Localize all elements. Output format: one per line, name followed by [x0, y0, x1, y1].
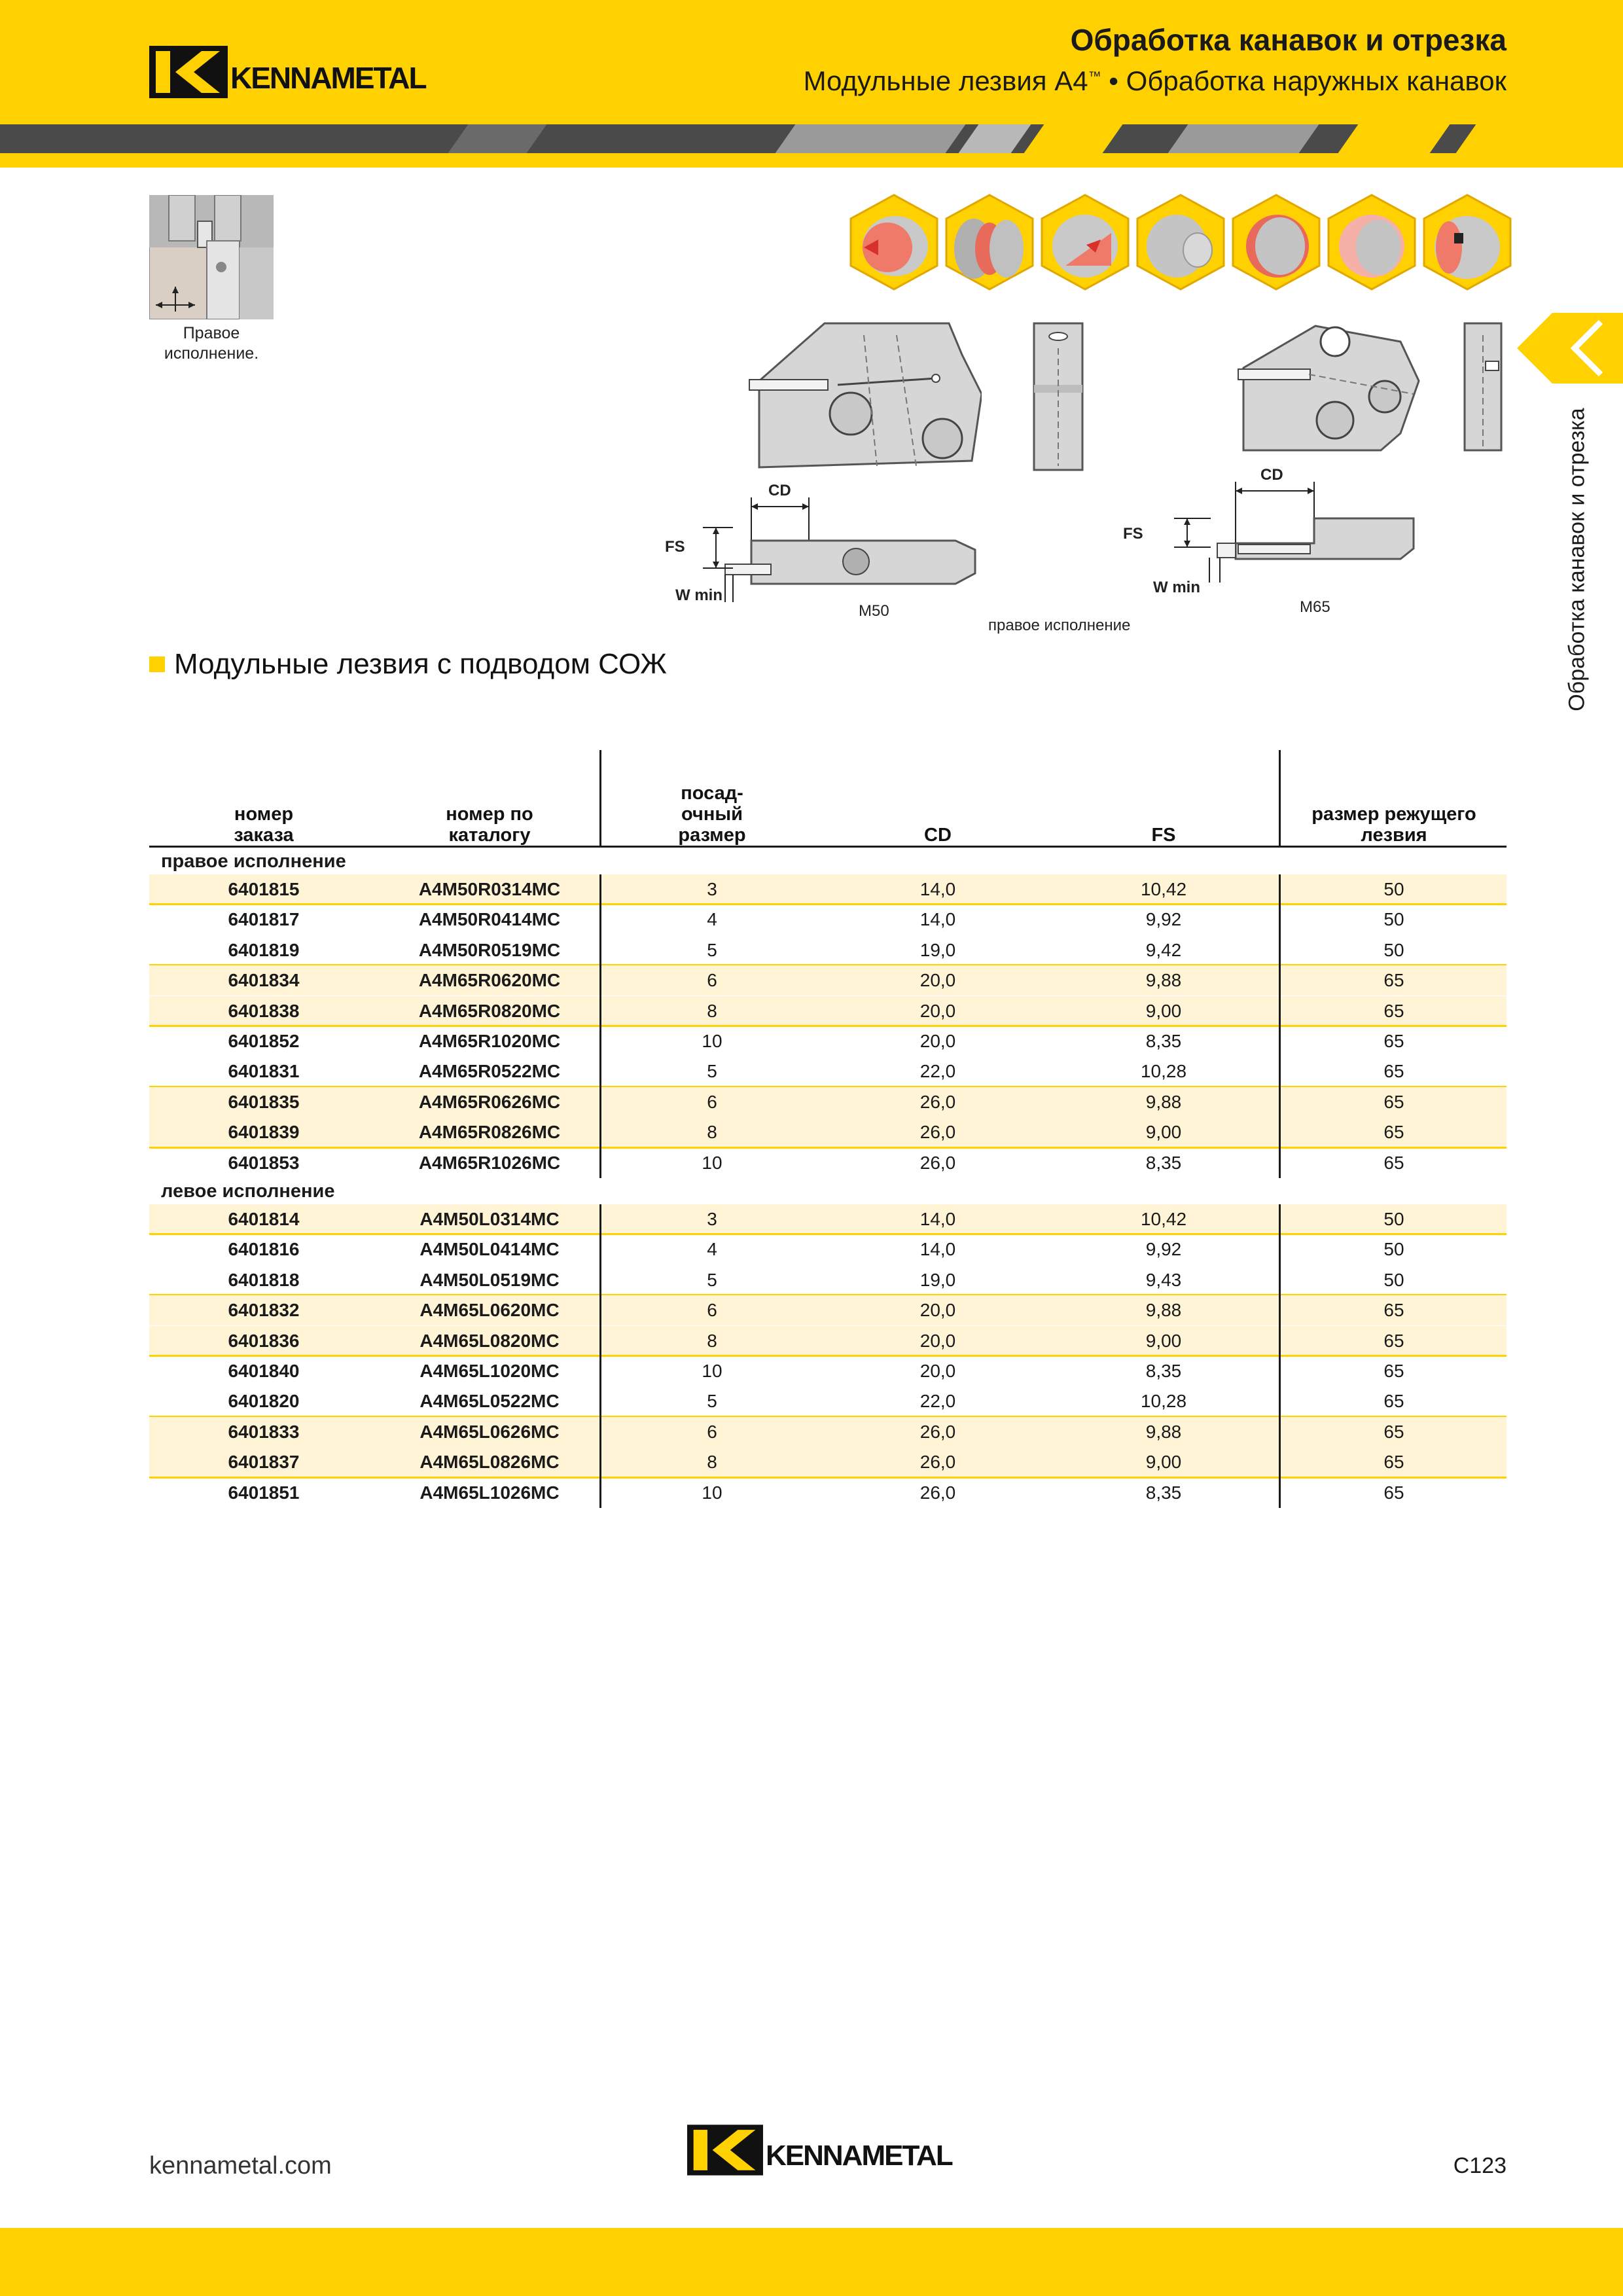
- catalog-number-cell: A4M50R0519MC: [418, 939, 561, 960]
- cd-value-cell: 14,0: [919, 909, 956, 930]
- page-number: C123: [1453, 2153, 1507, 2178]
- seat-size-cell: 5: [707, 939, 717, 960]
- header-divider-right: [1279, 750, 1281, 846]
- subtitle-product: Модульные лезвия A4: [803, 65, 1088, 96]
- side-tab-text: Обработка канавок и отрезка: [1564, 408, 1590, 711]
- table-row: [149, 905, 1507, 935]
- table-row: [149, 874, 1507, 905]
- group-label: правое исполнение: [161, 851, 346, 872]
- fs-value-cell: 9,88: [1145, 970, 1182, 991]
- order-number-cell: 6401837: [228, 1452, 300, 1473]
- fs-value-cell: 10,42: [1140, 879, 1187, 899]
- table-row: [149, 1148, 1507, 1178]
- seat-size-cell: 5: [707, 1061, 717, 1082]
- m65-caption: M65: [1300, 598, 1330, 616]
- fs-value-cell: 10,42: [1140, 1209, 1187, 1229]
- m50-top-view-dimensions: [668, 484, 982, 602]
- profiling-icon: [944, 194, 1035, 291]
- thumbnail-setup-icon: [149, 195, 274, 319]
- blade-size-cell: 50: [1383, 909, 1404, 930]
- cd-value-cell: 26,0: [919, 1152, 956, 1173]
- m50-cd-label: CD: [768, 482, 791, 499]
- seat-size-cell: 5: [707, 1269, 717, 1290]
- catalog-number-cell: A4M65L0620MC: [419, 1300, 560, 1321]
- m65-blade-drawing: [1237, 322, 1420, 453]
- blade-size-cell: 65: [1383, 1300, 1404, 1321]
- order-number-cell: 6401814: [228, 1209, 300, 1229]
- catalog-number-cell: A4M50L0519MC: [419, 1269, 560, 1290]
- fs-value-cell: 8,35: [1145, 1361, 1182, 1381]
- catalog-number-cell: A4M50R0414MC: [418, 909, 561, 930]
- blade-size-cell: 50: [1383, 1269, 1404, 1290]
- seat-size-cell: 5: [707, 1391, 717, 1412]
- blade-size-cell: 50: [1383, 879, 1404, 899]
- table-row: [149, 1326, 1507, 1356]
- catalog-number-cell: A4M65L1026MC: [419, 1482, 560, 1503]
- cd-value-cell: 20,0: [919, 1000, 956, 1021]
- blade-size-cell: 50: [1383, 1209, 1404, 1229]
- order-number-cell: 6401851: [228, 1482, 300, 1503]
- thumbnail-caption-line2: исполнение.: [164, 344, 259, 363]
- blade-size-cell: 65: [1383, 1091, 1404, 1112]
- fs-value-cell: 8,35: [1145, 1152, 1182, 1173]
- brand-wordmark: KENNAMETAL: [230, 61, 426, 95]
- table-row: [149, 965, 1507, 996]
- m65-blade-side-view: [1462, 322, 1504, 452]
- catalog-number-cell: A4M65L1020MC: [419, 1361, 560, 1381]
- seat-size-cell: 4: [707, 909, 717, 930]
- column-divider-right: [1279, 1204, 1281, 1508]
- header-seat-size: посад- очный размер: [678, 783, 746, 846]
- footer-logo: [687, 2125, 952, 2176]
- order-number-cell: 6401832: [228, 1300, 300, 1321]
- catalog-number-cell: A4M50L0314MC: [419, 1209, 560, 1229]
- fs-value-cell: 9,00: [1145, 1330, 1182, 1351]
- cd-value-cell: 26,0: [919, 1482, 956, 1503]
- catalog-number-cell: A4M65R0522MC: [418, 1061, 561, 1082]
- footer-url: kennametal.com: [149, 2152, 332, 2179]
- thumbnail-caption: [130, 323, 293, 364]
- grooving-icon: [1230, 194, 1322, 291]
- catalog-number-cell: A4M65L0820MC: [419, 1330, 560, 1351]
- fs-value-cell: 9,00: [1145, 1452, 1182, 1473]
- table-row: [149, 1295, 1507, 1325]
- blade-size-cell: 65: [1383, 1452, 1404, 1473]
- brand-wordmark: KENNAMETAL: [766, 2140, 952, 2172]
- column-divider-left: [599, 1204, 601, 1508]
- cd-value-cell: 26,0: [919, 1122, 956, 1143]
- cd-value-cell: 20,0: [919, 1361, 956, 1381]
- table-header: [149, 750, 1507, 846]
- table-row: [149, 1056, 1507, 1086]
- cd-value-cell: 19,0: [919, 1269, 956, 1290]
- fs-value-cell: 9,88: [1145, 1091, 1182, 1112]
- threading-icon: [1421, 194, 1513, 291]
- m50-fs-label: FS: [665, 538, 685, 556]
- table-row: [149, 935, 1507, 965]
- seat-size-cell: 6: [707, 1300, 717, 1321]
- seat-size-cell: 10: [702, 1482, 722, 1503]
- catalog-number-cell: A4M65R1026MC: [418, 1152, 561, 1173]
- blade-size-cell: 65: [1383, 1421, 1404, 1442]
- undercutting-icon: [1326, 194, 1418, 291]
- seat-size-cell: 6: [707, 970, 717, 991]
- order-number-cell: 6401833: [228, 1421, 300, 1442]
- order-number-cell: 6401817: [228, 909, 300, 930]
- order-number-cell: 6401840: [228, 1361, 300, 1381]
- fs-value-cell: 9,43: [1145, 1269, 1182, 1290]
- cd-value-cell: 26,0: [919, 1421, 956, 1442]
- turning-icon: [1135, 194, 1226, 291]
- blade-size-cell: 65: [1383, 1031, 1404, 1051]
- table-row: [149, 1356, 1507, 1386]
- order-number-cell: 6401838: [228, 1000, 300, 1021]
- order-number-cell: 6401839: [228, 1122, 300, 1143]
- header-divider-left: [599, 750, 601, 846]
- seat-size-cell: 4: [707, 1239, 717, 1260]
- footer-band: [0, 2228, 1623, 2296]
- catalog-number-cell: A4M65R0820MC: [418, 1000, 561, 1021]
- header-order-number: номер заказа: [234, 804, 294, 846]
- order-number-cell: 6401835: [228, 1091, 300, 1112]
- blade-size-cell: 50: [1383, 939, 1404, 960]
- blade-size-cell: 65: [1383, 970, 1404, 991]
- header-cd: CD: [924, 825, 952, 846]
- table-row: [149, 1478, 1507, 1508]
- ramping-icon: [1039, 194, 1131, 291]
- catalog-number-cell: A4M65R1020MC: [418, 1031, 561, 1051]
- fs-value-cell: 9,42: [1145, 939, 1182, 960]
- header-title: Обработка канавок и отрезка: [1070, 23, 1507, 57]
- section-title: Модульные лезвия с подводом СОЖ: [174, 648, 667, 680]
- header-subtitle: [804, 65, 1507, 97]
- seat-size-cell: 10: [702, 1152, 722, 1173]
- seat-size-cell: 8: [707, 1122, 717, 1143]
- catalog-number-cell: A4M50L0414MC: [419, 1239, 560, 1260]
- order-number-cell: 6401815: [228, 879, 300, 899]
- kennametal-k-icon: [149, 46, 228, 98]
- blade-size-cell: 65: [1383, 1122, 1404, 1143]
- seat-size-cell: 10: [702, 1031, 722, 1051]
- fs-value-cell: 9,00: [1145, 1122, 1182, 1143]
- cd-value-cell: 20,0: [919, 970, 956, 991]
- table-row: [149, 1265, 1507, 1295]
- table-row: [149, 1204, 1507, 1234]
- header-yellow-rule: [0, 153, 1623, 168]
- fs-value-cell: 8,35: [1145, 1482, 1182, 1503]
- seat-size-cell: 10: [702, 1361, 722, 1381]
- order-number-cell: 6401831: [228, 1061, 300, 1082]
- m50-wmin-label: W min: [675, 586, 722, 604]
- section-marker: [149, 656, 165, 672]
- order-number-cell: 6401820: [228, 1391, 300, 1412]
- m65-fs-label: FS: [1123, 525, 1143, 543]
- table-row: [149, 1417, 1507, 1447]
- fs-value-cell: 8,35: [1145, 1031, 1182, 1051]
- table-row: [149, 1234, 1507, 1265]
- catalog-number-cell: A4M65L0826MC: [419, 1452, 560, 1473]
- fs-value-cell: 9,88: [1145, 1421, 1182, 1442]
- order-number-cell: 6401853: [228, 1152, 300, 1173]
- catalog-number-cell: A4M65R0620MC: [418, 970, 561, 991]
- m65-top-view-dimensions: [1139, 471, 1427, 589]
- catalog-number-cell: A4M65L0522MC: [419, 1391, 560, 1412]
- seat-size-cell: 6: [707, 1091, 717, 1112]
- header-blade-size: размер режущего лезвия: [1311, 804, 1476, 846]
- m65-wmin-label: W min: [1153, 579, 1200, 596]
- m50-blade-drawing: [746, 322, 982, 473]
- header-fs: FS: [1151, 825, 1176, 846]
- cd-value-cell: 22,0: [919, 1061, 956, 1082]
- drawings-caption: правое исполнение: [988, 617, 1131, 634]
- header-stripe-band: [0, 124, 1623, 153]
- blade-size-cell: 65: [1383, 1152, 1404, 1173]
- order-number-cell: 6401852: [228, 1031, 300, 1051]
- column-divider-left: [599, 874, 601, 1178]
- header-catalog-number: номер по каталогу: [446, 804, 533, 846]
- order-number-cell: 6401819: [228, 939, 300, 960]
- cd-value-cell: 20,0: [919, 1300, 956, 1321]
- side-tab-chevron-icon: [1517, 313, 1623, 384]
- blade-size-cell: 65: [1383, 1482, 1404, 1503]
- cd-value-cell: 26,0: [919, 1452, 956, 1473]
- cd-value-cell: 20,0: [919, 1330, 956, 1351]
- fs-value-cell: 9,92: [1145, 909, 1182, 930]
- thumbnail-caption-line1: Правое: [183, 324, 240, 342]
- m50-blade-side-view: [1031, 322, 1085, 471]
- seat-size-cell: 3: [707, 1209, 717, 1229]
- seat-size-cell: 8: [707, 1330, 717, 1351]
- order-number-cell: 6401816: [228, 1239, 300, 1260]
- m65-cd-label: CD: [1260, 466, 1283, 484]
- table-row: [149, 996, 1507, 1026]
- seat-size-cell: 8: [707, 1452, 717, 1473]
- m50-caption: M50: [859, 602, 889, 620]
- subtitle-operation: • Обработка наружных канавок: [1101, 65, 1507, 96]
- cd-value-cell: 19,0: [919, 939, 956, 960]
- fs-value-cell: 9,92: [1145, 1239, 1182, 1260]
- header-logo: [149, 46, 426, 98]
- cd-value-cell: 22,0: [919, 1391, 956, 1412]
- blade-size-cell: 65: [1383, 1391, 1404, 1412]
- catalog-number-cell: A4M65L0626MC: [419, 1421, 560, 1442]
- table-row: [149, 1026, 1507, 1056]
- header-rule: [149, 846, 1507, 848]
- blade-size-cell: 65: [1383, 1361, 1404, 1381]
- cd-value-cell: 14,0: [919, 1239, 956, 1260]
- catalog-number-cell: A4M65R0626MC: [418, 1091, 561, 1112]
- blade-size-cell: 65: [1383, 1000, 1404, 1021]
- seat-size-cell: 6: [707, 1421, 717, 1442]
- cd-value-cell: 26,0: [919, 1091, 956, 1112]
- fs-value-cell: 10,28: [1140, 1061, 1187, 1082]
- cd-value-cell: 20,0: [919, 1031, 956, 1051]
- catalog-number-cell: A4M50R0314MC: [418, 879, 561, 899]
- face-grooving-icon: [848, 194, 940, 291]
- cd-value-cell: 14,0: [919, 1209, 956, 1229]
- trademark-mark: ™: [1088, 69, 1101, 84]
- order-number-cell: 6401836: [228, 1330, 300, 1351]
- table-row: [149, 1447, 1507, 1477]
- table-row: [149, 1117, 1507, 1147]
- fs-value-cell: 9,00: [1145, 1000, 1182, 1021]
- table-row: [149, 1386, 1507, 1416]
- order-number-cell: 6401834: [228, 970, 300, 991]
- fs-value-cell: 9,88: [1145, 1300, 1182, 1321]
- kennametal-k-icon: [687, 2125, 763, 2176]
- table-row: [149, 1087, 1507, 1117]
- column-divider-right: [1279, 874, 1281, 1178]
- blade-size-cell: 65: [1383, 1330, 1404, 1351]
- fs-value-cell: 10,28: [1140, 1391, 1187, 1412]
- seat-size-cell: 8: [707, 1000, 717, 1021]
- catalog-number-cell: A4M65R0826MC: [418, 1122, 561, 1143]
- cd-value-cell: 14,0: [919, 879, 956, 899]
- blade-size-cell: 65: [1383, 1061, 1404, 1082]
- group-label: левое исполнение: [161, 1181, 335, 1202]
- order-number-cell: 6401818: [228, 1269, 300, 1290]
- seat-size-cell: 3: [707, 879, 717, 899]
- blade-size-cell: 50: [1383, 1239, 1404, 1260]
